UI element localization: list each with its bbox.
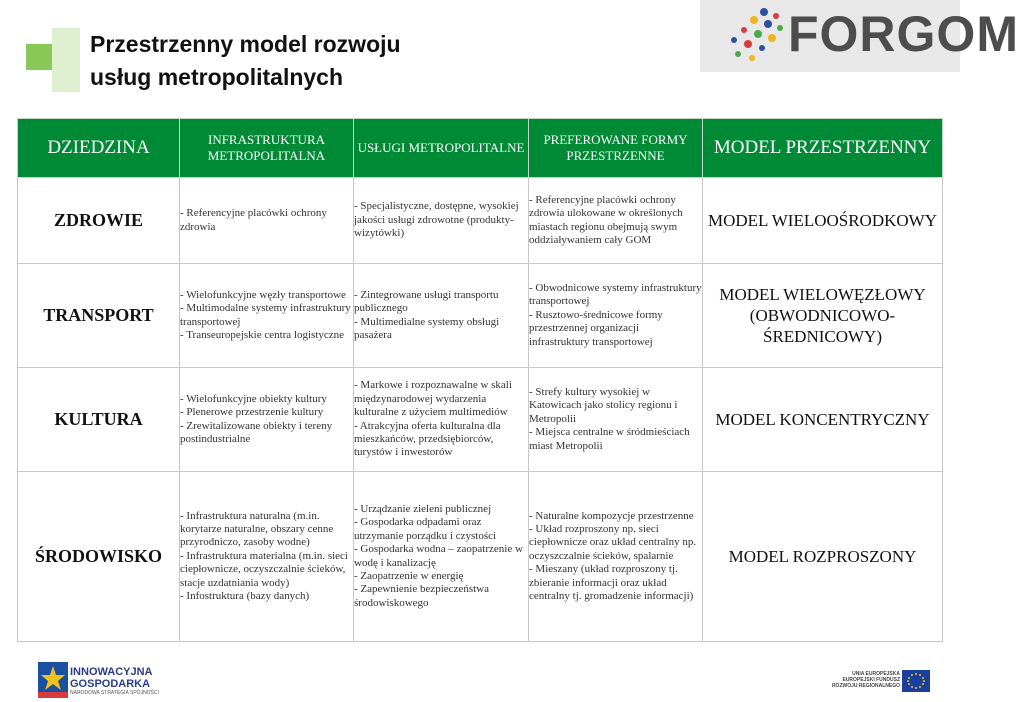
services-cell <box>354 368 529 472</box>
table-row <box>18 472 943 642</box>
eu-label-line3: ROZWOJU REGIONALNEGO <box>831 683 900 689</box>
list-item: - Miejsca centralne w śródmieściach miast Metropolii <box>529 426 690 452</box>
forms-cell <box>529 178 703 264</box>
title-accent-square <box>26 44 52 70</box>
model-cell: MODEL WIELOOŚRODKOWY <box>703 178 943 264</box>
list-item: - Referencyjne placówki ochrony zdrowia ulokowane w określonych miastach regionu obejmują swym oddziaływaniem cały GOM <box>529 193 683 246</box>
list-item: - Plenerowe przestrzenie kultury <box>180 406 324 419</box>
footer-logo-subtitle: NARODOWA STRATEGIA SPÓJNOŚCI <box>70 690 159 696</box>
services-cell <box>354 264 529 368</box>
infrastructure-cell <box>180 472 354 642</box>
footer-logo-line2: GOSPODARKA <box>70 678 151 690</box>
services-cell <box>354 472 529 642</box>
domain-cell: ZDROWIE <box>18 178 180 264</box>
eu-fund-label <box>780 671 900 689</box>
domain-cell: ŚRODOWISKO <box>18 472 180 642</box>
list-item: - Gospodarka odpadami oraz utrzymanie porządku i czystości <box>354 516 497 542</box>
page-title <box>90 28 510 94</box>
metropolitan-model-table <box>17 118 943 642</box>
table-header-row <box>18 119 943 178</box>
list-item: - Wielofunkcyjne obiekty kultury <box>180 392 327 405</box>
page-title-line1: Przestrzenny model rozwoju <box>90 31 401 57</box>
list-item: - Urządzanie zieleni publicznej <box>354 502 492 515</box>
eu-flag-icon <box>902 670 930 692</box>
column-header-infrastructure: INFRASTRUKTURA METROPOLITALNA <box>180 119 354 178</box>
model-cell: MODEL KONCENTRYCZNY <box>703 368 943 472</box>
forms-cell <box>529 368 703 472</box>
domain-cell: TRANSPORT <box>18 264 180 368</box>
table-row <box>18 264 943 368</box>
list-item: - Zintegrowane usługi transportu publicznego <box>354 288 499 315</box>
forgom-dots-icon <box>724 6 788 62</box>
eu-label-line2: EUROPEJSKI FUNDUSZ <box>842 677 900 683</box>
list-item: - Atrakcyjna oferta kulturalna dla mieszkańców, przedsiębiorców, turystów i inwestorów <box>354 419 501 459</box>
list-item: - Mieszany (układ rozproszony tj. zbieranie informacji oraz układ centralny tj. gromadzenie informacji) <box>529 563 694 603</box>
services-cell <box>354 178 529 264</box>
infrastructure-cell <box>180 368 354 472</box>
list-item: - Infrastruktura materialna (m.in. sieci ciepłownicze, oczyszczalnie ścieków, stacje uzdatniania wody) <box>180 549 348 589</box>
list-item: - Zrewitalizowane obiekty i tereny postindustrialne <box>180 419 333 445</box>
title-accent-square-pale <box>52 28 80 92</box>
list-item: - Infostruktura (bazy danych) <box>180 590 310 603</box>
list-item: - Rusztowo-średnicowe formy przestrzennej organizacji infrastruktury transportowej <box>529 308 663 348</box>
table-row <box>18 178 943 264</box>
forms-cell <box>529 264 703 368</box>
list-item: - Obwodnicowe systemy infrastruktury transportowej <box>529 281 702 308</box>
model-cell: MODEL WIELOWĘZŁOWY (OBWODNICOWO-ŚREDNICOWY) <box>703 264 943 368</box>
footer-logo-line1: INNOWACYJNA <box>70 666 153 678</box>
list-item: - Naturalne kompozycje przestrzenne <box>529 509 694 522</box>
column-header-model: MODEL PRZESTRZENNY <box>703 119 943 178</box>
list-item: - Transeuropejskie centra logistyczne <box>180 328 345 341</box>
eu-label-line1: UNIA EUROPEJSKA <box>852 671 900 677</box>
column-header-forms: PREFEROWANE FORMY PRZESTRZENNE <box>529 119 703 178</box>
list-item: - Gospodarka wodna – zaopatrzenie w wodę i kanalizację <box>354 543 523 569</box>
column-header-domain: DZIEDZINA <box>18 119 180 178</box>
list-item: - Strefy kultury wysokiej w Katowicach jako stolicy regionu i Metropolii <box>529 385 678 425</box>
list-item: - Referencyjne placówki ochrony zdrowia <box>180 207 327 233</box>
domain-cell: KULTURA <box>18 368 180 472</box>
list-item: - Zaopatrzenie w energię <box>354 569 464 582</box>
table-row <box>18 368 943 472</box>
list-item: - Wielofunkcyjne węzły transportowe <box>180 288 346 301</box>
list-item: - Markowe i rozpoznawalne w skali międzynarodowej wydarzenia kulturalne z użyciem multimediów <box>354 379 512 419</box>
page-title-line2: usług metropolitalnych <box>90 64 344 90</box>
list-item: - Multimodalne systemy infrastruktury transportowej <box>180 302 351 328</box>
list-item: - Multimedialne systemy obsługi pasażera <box>354 315 500 341</box>
forgom-logo: FORGOM <box>788 6 1019 62</box>
column-header-services: USŁUGI METROPOLITALNE <box>354 119 529 178</box>
list-item: - Specjalistyczne, dostępne, wysokiej jakości usługi zdrowotne (produkty-wizytówki) <box>354 200 519 240</box>
forms-cell <box>529 472 703 642</box>
list-item: - Układ rozproszony np. sieci ciepłownicze oraz układ centralny np. oczyszczalnie ścieków, spalarnie <box>529 522 697 562</box>
innovative-economy-logo <box>70 666 153 690</box>
model-cell: MODEL ROZPROSZONY <box>703 472 943 642</box>
infrastructure-cell <box>180 178 354 264</box>
list-item: - Infrastruktura naturalna (m.in. korytarze naturalne, obszary cenne przyrodniczo, zasoby wodne) <box>180 509 334 549</box>
infrastructure-cell <box>180 264 354 368</box>
innovative-economy-star-icon <box>38 662 68 698</box>
list-item: - Zapewnienie bezpieczeństwa środowiskowego <box>354 583 489 609</box>
